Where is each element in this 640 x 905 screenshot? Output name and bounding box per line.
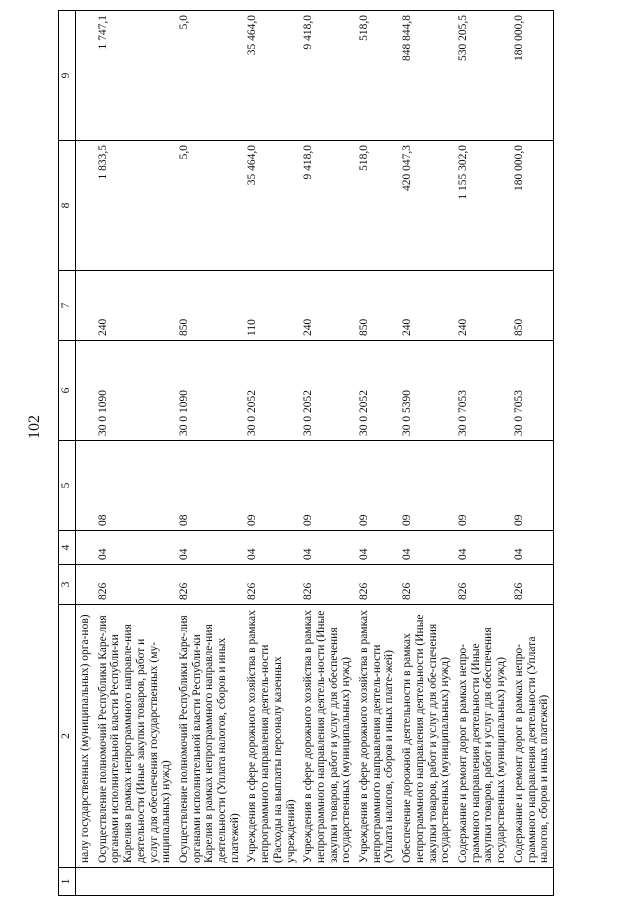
cell-col-1 <box>94 868 175 896</box>
cell-subsection: 09 <box>454 441 510 531</box>
cell-target-article: 30 0 7053 <box>454 341 510 441</box>
table-row <box>175 11 244 896</box>
cell-col-1 <box>299 868 355 896</box>
cell-target-article: 30 0 5390 <box>398 341 454 441</box>
cell-expense-type: 850 <box>510 271 554 341</box>
cell-amount-year-2: 518,0 <box>355 11 398 141</box>
cell-admin-code: 826 <box>243 565 299 605</box>
cell-amount-year-1: 1 155 302,0 <box>454 141 510 271</box>
cell-admin-code: 826 <box>454 565 510 605</box>
cell-admin-code: 826 <box>299 565 355 605</box>
cell-expense-type: 110 <box>243 271 299 341</box>
cell-subsection: 08 <box>94 441 175 531</box>
column-header: 8 <box>59 141 76 271</box>
rotated-table-frame <box>58 11 628 896</box>
cell-col-1 <box>243 868 299 896</box>
cell-description: Осуществление полномочий Республики Каре-лия органами исполнительной власти Республи-ки Карелия в рамках непрограммного направле-ния деятельности (Иные закупки товаров, работ и услуг для обеспечения государственных (му-ниципальных) нужд) <box>94 605 175 868</box>
cell-expense-type: 850 <box>355 271 398 341</box>
cell-col-1 <box>510 868 554 896</box>
cell-section: 04 <box>243 531 299 565</box>
cell-admin-code: 826 <box>175 565 244 605</box>
cell-amount-year-1: 5,0 <box>175 141 244 271</box>
cell-description: Осуществление полномочий Республики Каре-лия органами исполнительной власти Республи-ки Карелия в рамках непрограммного направле-ния деятельности (Уплата налогов, сборов и иных платежей) <box>175 605 244 868</box>
cell-admin-code: 826 <box>398 565 454 605</box>
cell-amount-year-1 <box>76 141 94 271</box>
table-row <box>355 11 398 896</box>
rotated-table-content <box>58 11 628 896</box>
column-header: 5 <box>59 441 76 531</box>
cell-target-article: 30 0 2052 <box>243 341 299 441</box>
cell-subsection: 09 <box>510 441 554 531</box>
cell-target-article: 30 0 2052 <box>355 341 398 441</box>
table-row <box>243 11 299 896</box>
cell-amount-year-2: 5,0 <box>175 11 244 141</box>
cell-description: Содержание и ремонт дорог в рамках непро-граммного направления деятельности (Иные закупки товаров, работ и услуг для обеспечения государственных (муниципальных) нужд) <box>454 605 510 868</box>
cell-admin-code <box>76 565 94 605</box>
cell-expense-type: 240 <box>398 271 454 341</box>
column-header: 4 <box>59 531 76 565</box>
cell-admin-code: 826 <box>510 565 554 605</box>
cell-section: 04 <box>510 531 554 565</box>
page-number: 102 <box>26 415 43 439</box>
cell-col-1 <box>398 868 454 896</box>
cell-description: Учреждения в сфере дорожного хозяйства в рамках непрограммного направления деятель-ности (Уплата налогов, сборов и иных плате-жей) <box>355 605 398 868</box>
cell-description: Обеспечение дорожной деятельности в рамках непрограммного направления деятельности (Иные закупки товаров, работ и услуг для обе-спечения государственных (муниципальных) нужд) <box>398 605 454 868</box>
cell-subsection: 09 <box>355 441 398 531</box>
column-header: 7 <box>59 271 76 341</box>
cell-target-article: 30 0 1090 <box>94 341 175 441</box>
cell-section: 04 <box>398 531 454 565</box>
cell-target-article: 30 0 1090 <box>175 341 244 441</box>
cell-amount-year-2 <box>76 11 94 141</box>
table-row <box>454 11 510 896</box>
budget-table <box>58 10 554 896</box>
cell-col-1 <box>76 868 94 896</box>
cell-amount-year-2: 9 418,0 <box>299 11 355 141</box>
cell-section: 04 <box>94 531 175 565</box>
column-header: 6 <box>59 341 76 441</box>
column-header: 1 <box>59 868 76 896</box>
cell-amount-year-2: 180 000,0 <box>510 11 554 141</box>
cell-section: 04 <box>175 531 244 565</box>
table-row <box>94 11 175 896</box>
cell-section: 04 <box>299 531 355 565</box>
cell-expense-type: 240 <box>94 271 175 341</box>
cell-amount-year-2: 848 844,8 <box>398 11 454 141</box>
cell-amount-year-1: 35 464,0 <box>243 141 299 271</box>
cell-description: Содержание и ремонт дорог в рамках непро-граммного направления деятельности (Уплата налогов, сборов и иных платежей) <box>510 605 554 868</box>
table-row <box>510 11 554 896</box>
cell-section <box>76 531 94 565</box>
column-header: 2 <box>59 605 76 868</box>
cell-target-article: 30 0 2052 <box>299 341 355 441</box>
cell-section: 04 <box>454 531 510 565</box>
cell-subsection <box>76 441 94 531</box>
cell-col-1 <box>355 868 398 896</box>
cell-amount-year-1: 420 047,3 <box>398 141 454 271</box>
cell-description: Учреждения в сфере дорожного хозяйства в рамках непрограммного направления деятель-ности (Расходы на выплаты персоналу казенных учреждений) <box>243 605 299 868</box>
cell-amount-year-1: 180 000,0 <box>510 141 554 271</box>
cell-description: Учреждения в сфере дорожного хозяйства в рамках непрограммного направления деятель-ности (Иные закупки товаров, работ и услуг для обеспечения государственных (муниципальных) нужд) <box>299 605 355 868</box>
cell-amount-year-1: 1 833,5 <box>94 141 175 271</box>
table-header-row <box>59 11 76 896</box>
cell-subsection: 09 <box>299 441 355 531</box>
cell-expense-type: 850 <box>175 271 244 341</box>
cell-subsection: 09 <box>243 441 299 531</box>
cell-description: налу государственных (муниципальных) орга-нов) <box>76 605 94 868</box>
column-header: 3 <box>59 565 76 605</box>
cell-target-article <box>76 341 94 441</box>
table-row <box>299 11 355 896</box>
cell-amount-year-2: 530 205,5 <box>454 11 510 141</box>
cell-amount-year-1: 9 418,0 <box>299 141 355 271</box>
cell-section: 04 <box>355 531 398 565</box>
cell-admin-code: 826 <box>94 565 175 605</box>
cell-amount-year-1: 518,0 <box>355 141 398 271</box>
cell-admin-code: 826 <box>355 565 398 605</box>
cell-amount-year-2: 35 464,0 <box>243 11 299 141</box>
table-row <box>398 11 454 896</box>
cell-expense-type: 240 <box>299 271 355 341</box>
column-header: 9 <box>59 11 76 141</box>
table-row <box>76 11 94 896</box>
cell-expense-type <box>76 271 94 341</box>
cell-subsection: 08 <box>175 441 244 531</box>
cell-expense-type: 240 <box>454 271 510 341</box>
cell-amount-year-2: 1 747,1 <box>94 11 175 141</box>
cell-subsection: 09 <box>398 441 454 531</box>
cell-target-article: 30 0 7053 <box>510 341 554 441</box>
cell-col-1 <box>175 868 244 896</box>
cell-col-1 <box>454 868 510 896</box>
